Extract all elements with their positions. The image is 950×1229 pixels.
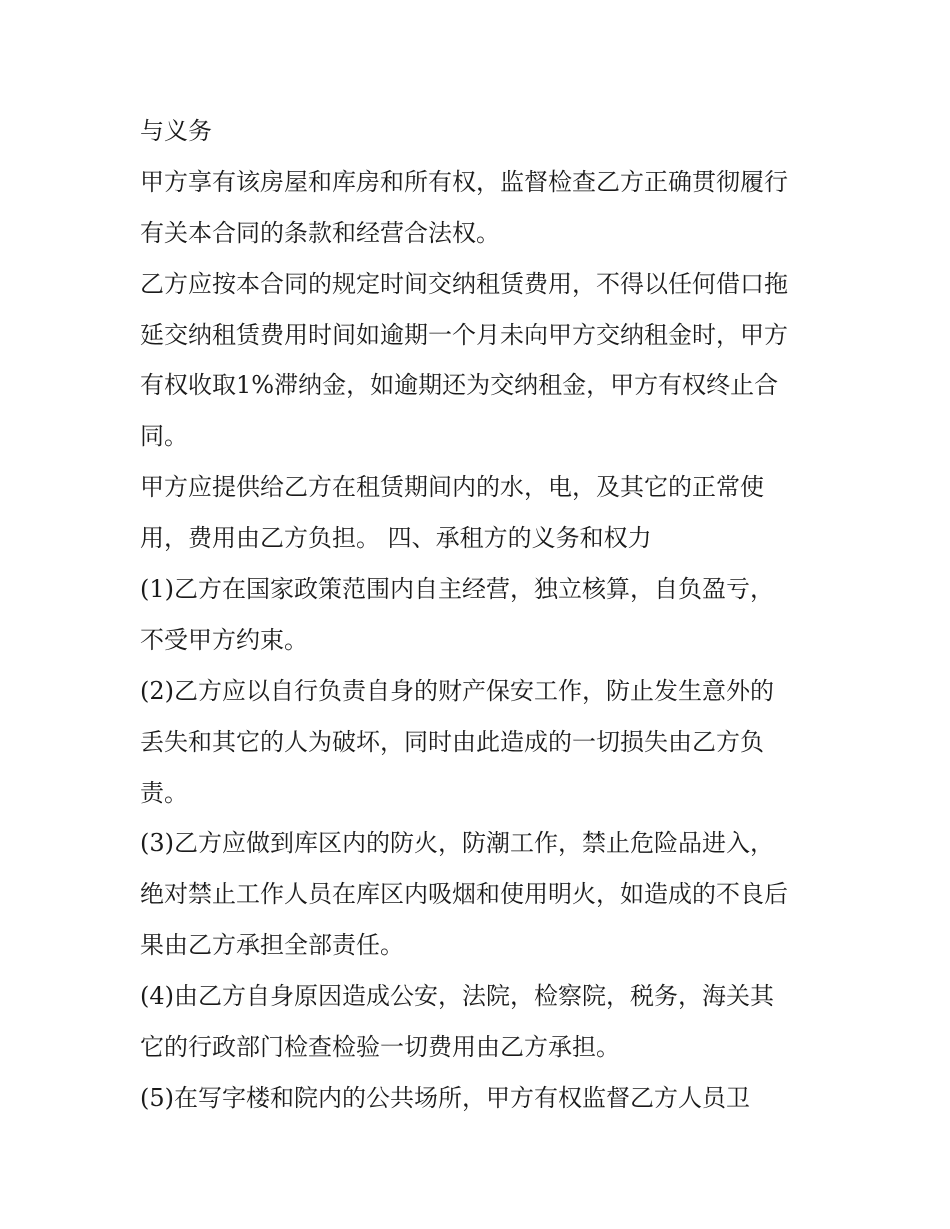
- text-line: 延交纳租赁费用时间如逾期一个月未向甲方交纳租金时，甲方: [140, 320, 788, 349]
- text-line: 绝对禁止工作人员在库区内吸烟和使用明火，如造成的不良后: [140, 880, 788, 909]
- text-line: 不受甲方约束。: [140, 625, 308, 654]
- text-line: 果由乙方承担全部责任。: [140, 931, 404, 960]
- body-text: [140, 106, 820, 1124]
- text-line: 同。: [140, 422, 188, 451]
- text-line: (1)乙方在国家政策范围内自主经营，独立核算，自负盈亏，: [140, 575, 774, 604]
- text-line: 有权收取1%滞纳金，如逾期还为交纳租金，甲方有权终止合: [140, 371, 779, 400]
- text-line: 它的行政部门检查检验一切费用由乙方承担。: [140, 1033, 620, 1062]
- text-line: (2)乙方应以自行负责自身的财产保安工作，防止发生意外的: [140, 676, 774, 705]
- text-line: 与义务: [140, 117, 212, 145]
- text-line: 丢失和其它的人为破坏，同时由此造成的一切损失由乙方负: [140, 727, 764, 756]
- text-line: 有关本合同的条款和经营合法权。: [140, 218, 500, 247]
- text-line: 乙方应按本合同的规定时间交纳租赁费用，不得以任何借口拖: [140, 269, 788, 298]
- text-line: (4)由乙方自身原因造成公安，法院，检察院，税务，海关其: [140, 982, 774, 1011]
- text-line: 用，费用由乙方负担。 四、承租方的义务和权力: [140, 524, 652, 553]
- text-line: 责。: [140, 778, 188, 807]
- text-line: (5)在写字楼和院内的公共场所，甲方有权监督乙方人员卫: [140, 1083, 750, 1112]
- text-line: 甲方享有该房屋和库房和所有权，监督检查乙方正确贯彻履行: [140, 167, 788, 196]
- text-line: (3)乙方应做到库区内的防火，防潮工作，禁止危险品进入，: [140, 829, 774, 858]
- text-line: 甲方应提供给乙方在租赁期间内的水，电，及其它的正常使: [140, 473, 764, 502]
